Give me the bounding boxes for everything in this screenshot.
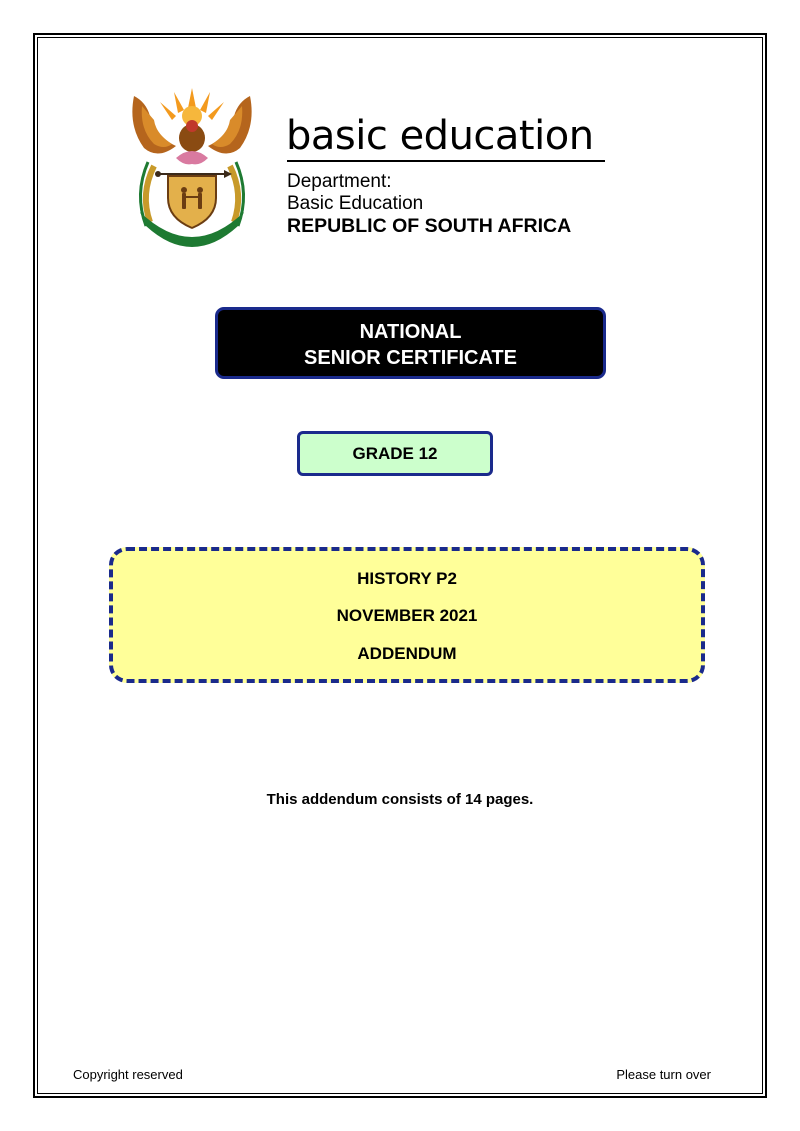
grade-badge: [297, 431, 493, 476]
subject-session: NOVEMBER 2021: [336, 606, 478, 625]
department-name: Basic Education: [287, 193, 424, 214]
department-label: Department:: [287, 171, 392, 192]
coat-of-arms-icon: [124, 86, 260, 256]
grade-label: GRADE 12: [352, 444, 438, 463]
certificate-line-1: NATIONAL: [359, 321, 462, 343]
country-name: REPUBLIC OF SOUTH AFRICA: [287, 215, 572, 237]
subject-doc-type: ADDENDUM: [357, 644, 457, 663]
crest-motto: !KE E: /XARRA //KE: [156, 217, 228, 237]
brand-divider: [287, 160, 605, 162]
subject-paper: HISTORY P2: [357, 569, 457, 588]
subject-panel: [109, 547, 705, 683]
certificate-line-2: SENIOR CERTIFICATE: [304, 347, 517, 369]
certificate-banner: [215, 307, 606, 379]
footer-turn-over: Please turn over: [616, 1067, 711, 1082]
footer-copyright: Copyright reserved: [73, 1067, 183, 1082]
brand-title: basic education: [286, 113, 594, 159]
page-count-note: This addendum consists of 14 pages.: [266, 791, 534, 808]
